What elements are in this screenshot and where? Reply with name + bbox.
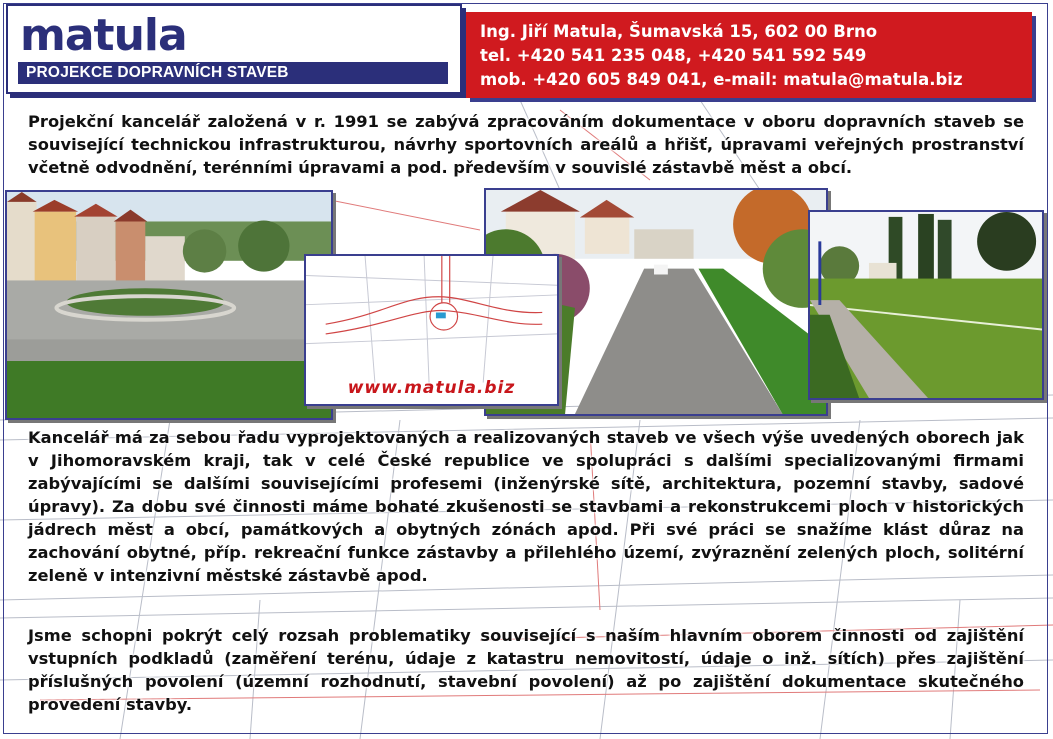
services-paragraph: Jsme schopni pokrýt celý rozsah problematiky související s naším hlavním oborem činnosti od zajištění vstupních podkladů (zaměření terénu, údaje z katastru nemovitostí, údaje o inž. sítích) přes zajištění příslušných povolení (územní rozhodnutí, stavební povolení) až po zajištění dokumentace skutečného provedení stavby. bbox=[28, 626, 1024, 714]
photo-sports-field bbox=[808, 210, 1044, 400]
logo bbox=[6, 4, 462, 94]
contact-mobile-email: mob. +420 605 849 041, e-mail: matula@matula.biz bbox=[480, 70, 963, 89]
contact-address: Ing. Jiří Matula, Šumavská 15, 602 00 Brno bbox=[480, 22, 878, 41]
logo-tagline: PROJEKCE DOPRAVNÍCH STAVEB bbox=[26, 64, 289, 81]
photo-plan-drawing bbox=[304, 254, 559, 406]
photo-town-square bbox=[5, 190, 333, 420]
experience-paragraph: Kancelář má za sebou řadu vyprojektovaných a realizovaných staveb ve všech výše uvedených oborech jak v Jihomoravském kraji, tak v celé České republice ve spolupráci s dalšími specializovanými firmami zabývajícími se dalšími souvisejícími profesemi (inženýrské sítě, architektura, pozemní stavby, sadové úpravy). Za dobu své činnosti máme bohaté zkušenosti se stavbami a rekonstrukcemi ploch v historických jádrech měst a obcí, památkových a obytných zónách apod. Při své práci se snažíme klást důraz na zachování obytné, příp. rekreační funkce zástavby a přilehlého území, zvýraznění zelených ploch, solitérní zeleně v intenzivní městské zástavbě apod. bbox=[28, 428, 1024, 585]
contact-phone: tel. +420 541 235 048, +420 541 592 549 bbox=[480, 46, 867, 65]
logo-wordmark: matula bbox=[20, 10, 187, 61]
contact-box bbox=[466, 12, 1032, 98]
intro-paragraph: Projekční kancelář založená v r. 1991 se zabývá zpracováním dokumentace v oboru dopravních staveb se související technickou infrastrukturou, návrhy sportovních areálů a hřišť, úpravami veřejných prostranství včetně odvodnění, terénními úpravami a pod. především v souvislé zástavbě měst a obcí. bbox=[28, 112, 1024, 177]
website-link[interactable]: www.matula.biz bbox=[347, 378, 516, 398]
